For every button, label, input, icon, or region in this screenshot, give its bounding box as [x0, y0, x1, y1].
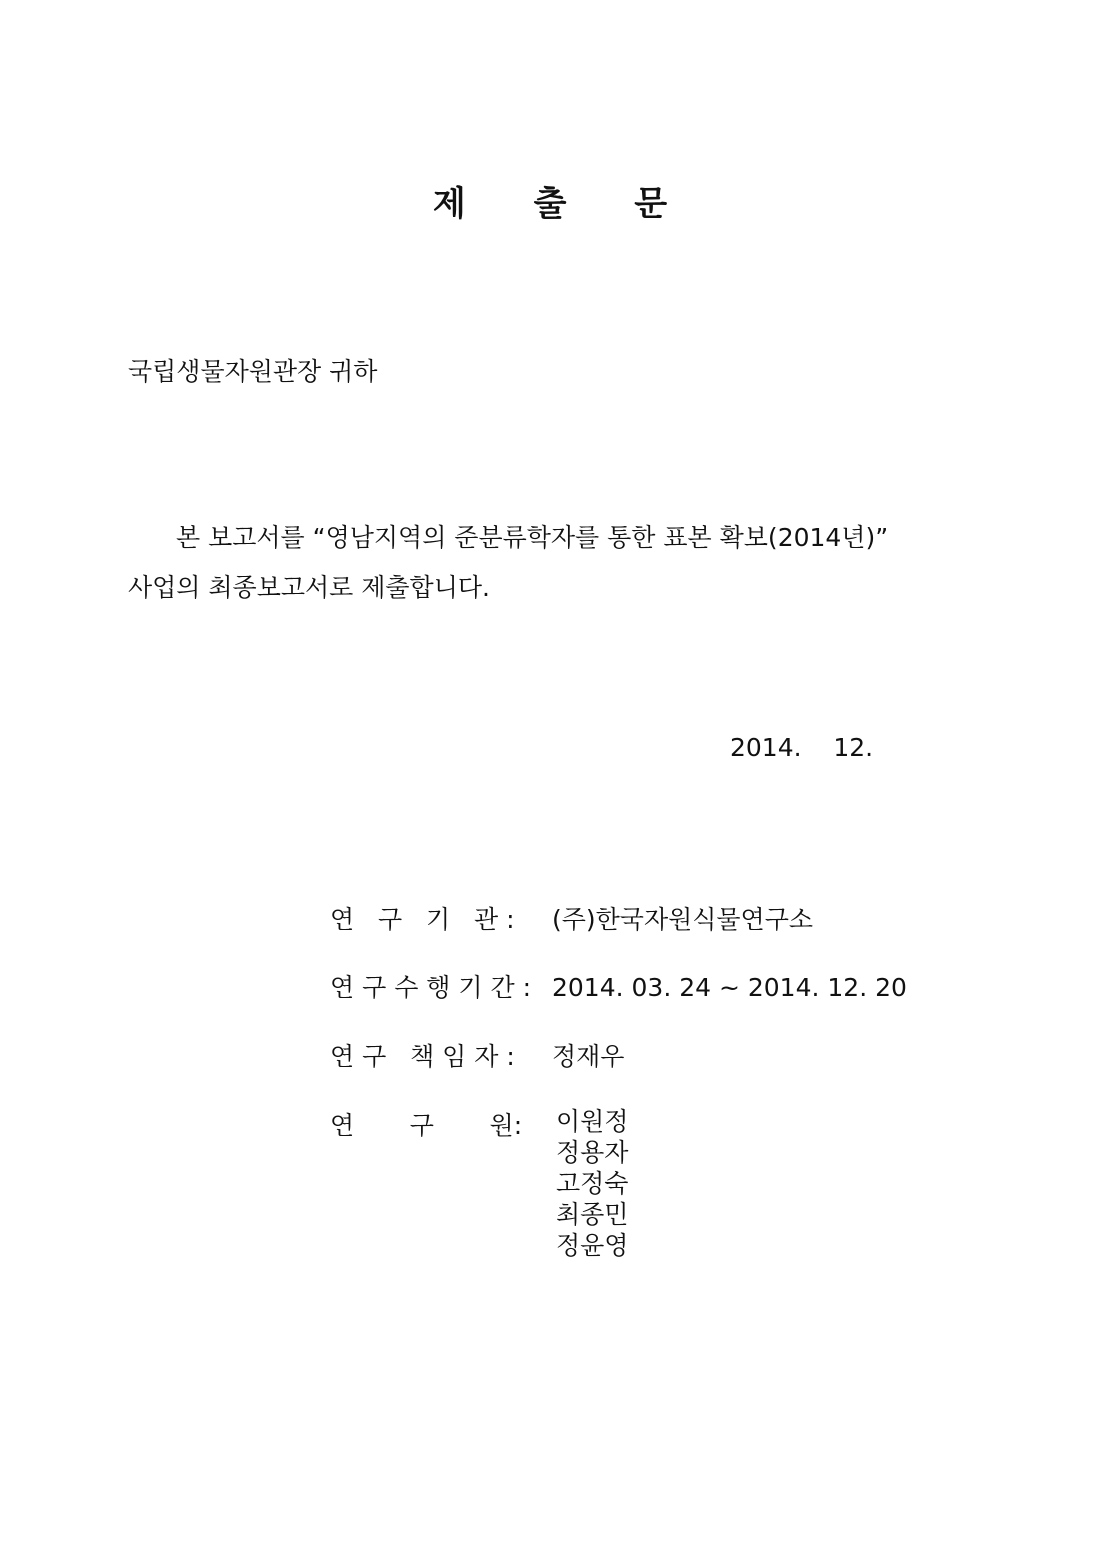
- list-item: 고정숙: [556, 1169, 629, 1198]
- pi-value: 정재우: [552, 1042, 625, 1071]
- body-text-line-2: 사업의 최종보고서로 제출합니다.: [128, 573, 490, 602]
- list-item: 최종민: [556, 1200, 629, 1229]
- list-item: 이원정: [556, 1107, 629, 1136]
- institution-value: (주)한국자원식물연구소: [552, 905, 814, 934]
- members-list: [556, 1106, 628, 1261]
- pi-row: [330, 1037, 624, 1073]
- title-char: 출: [533, 184, 567, 224]
- list-item: 정용자: [556, 1138, 629, 1167]
- institution-row: [330, 900, 813, 936]
- page-title: [0, 176, 1100, 225]
- title-char: 제: [432, 184, 466, 224]
- members-label: 연 구 원:: [330, 1111, 523, 1140]
- submission-date: 2014. 12.: [730, 733, 874, 762]
- period-label: 연 구 수 행 기 간 :: [330, 973, 532, 1002]
- list-item: 정윤영: [556, 1231, 629, 1260]
- pi-label: 연 구 책 임 자 :: [330, 1042, 515, 1071]
- period-value: 2014. 03. 24 ~ 2014. 12. 20: [552, 973, 907, 1002]
- members-row: [330, 1106, 552, 1142]
- institution-label: 연 구 기 관 :: [330, 905, 515, 934]
- recipient-line: 국립생물자원관장 귀하: [128, 357, 378, 386]
- body-text-line-1: 본 보고서를 “영남지역의 준분류학자를 통한 표본 확보(2014년)”: [176, 523, 889, 552]
- period-row: [330, 968, 907, 1004]
- title-char: 문: [634, 184, 668, 224]
